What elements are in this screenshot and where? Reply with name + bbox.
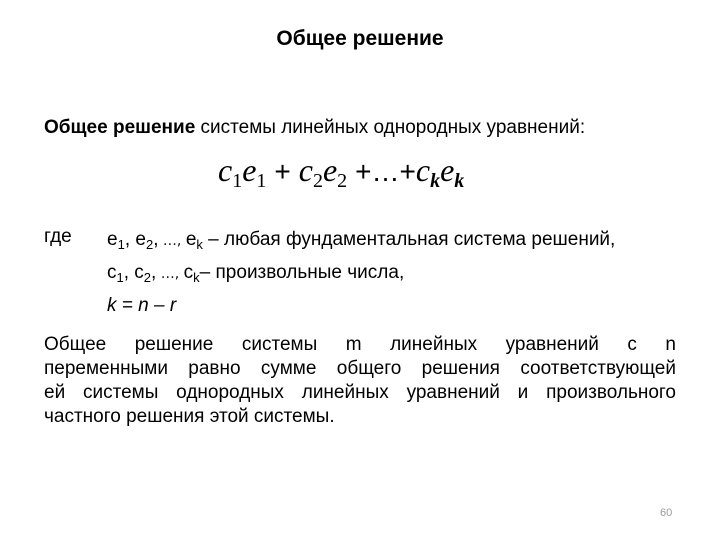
formula-ek: e xyxy=(440,152,455,188)
definition-basis xyxy=(107,226,615,259)
intro-sentence xyxy=(44,117,585,139)
def-e: e xyxy=(185,229,197,250)
formula-plus-dots: + xyxy=(355,156,372,187)
def-coefficients-text: – произвольные числа, xyxy=(199,262,405,283)
formula-ck: c xyxy=(415,152,431,188)
def-c: c xyxy=(134,262,144,283)
def-c2-index: 2 xyxy=(143,270,152,285)
formula-plus: + xyxy=(274,156,291,187)
def-ek-index: k xyxy=(196,237,203,252)
paragraph-line: ей системы однородных линейных уравнений и произвольного xyxy=(44,382,676,403)
slide-title: Общее решение xyxy=(276,27,444,50)
general-solution-formula xyxy=(218,150,464,201)
intro-bold-term: Общее решение xyxy=(44,117,196,138)
formula-dots: …+ xyxy=(371,156,416,187)
formula-ek-index: k xyxy=(454,170,465,192)
def-sep: , xyxy=(153,229,159,250)
def-c: c xyxy=(183,262,194,283)
nonhomogeneous-paragraph xyxy=(44,333,676,429)
def-ellipsis: …, xyxy=(158,233,186,249)
def-sep: , xyxy=(123,262,130,283)
formula-c1: c xyxy=(218,152,233,188)
def-c1-index: 1 xyxy=(116,270,124,285)
formula-e2: e xyxy=(322,152,338,188)
def-k-formula: k = n – r xyxy=(107,295,177,316)
definition-coefficients xyxy=(107,259,615,292)
paragraph-line: переменными равно сумме общего решения соответствующей xyxy=(44,358,676,379)
formula-ck-index: k xyxy=(430,170,441,192)
def-c: c xyxy=(107,262,117,283)
definitions-block xyxy=(107,226,615,320)
def-sep: , xyxy=(151,262,157,283)
intro-text: системы линейных однородных уравнений: xyxy=(195,117,586,138)
formula-c2-index: 2 xyxy=(312,170,323,192)
formula-e1: e xyxy=(242,152,257,188)
def-ellipsis: …, xyxy=(156,266,184,282)
formula-e2-index: 2 xyxy=(337,170,348,192)
def-e2-index: 2 xyxy=(145,237,154,252)
def-e: e xyxy=(135,229,146,250)
definition-k xyxy=(107,292,615,320)
def-basis-text: – любая фундаментальная система решений, xyxy=(202,229,616,250)
paragraph-line: частного решения этой системы. xyxy=(44,406,335,427)
formula-c1-index: 1 xyxy=(232,170,243,192)
def-e1-index: 1 xyxy=(117,237,125,252)
formula-c2: c xyxy=(298,152,313,188)
def-ck-index: k xyxy=(193,270,200,285)
where-label: где xyxy=(44,226,72,247)
def-e: e xyxy=(107,229,118,250)
formula-e1-index: 1 xyxy=(256,170,267,192)
paragraph-line: Общее решение системы m линейных уравнений с n xyxy=(44,334,676,355)
page-number: 60 xyxy=(660,507,673,519)
def-sep: , xyxy=(124,229,131,250)
